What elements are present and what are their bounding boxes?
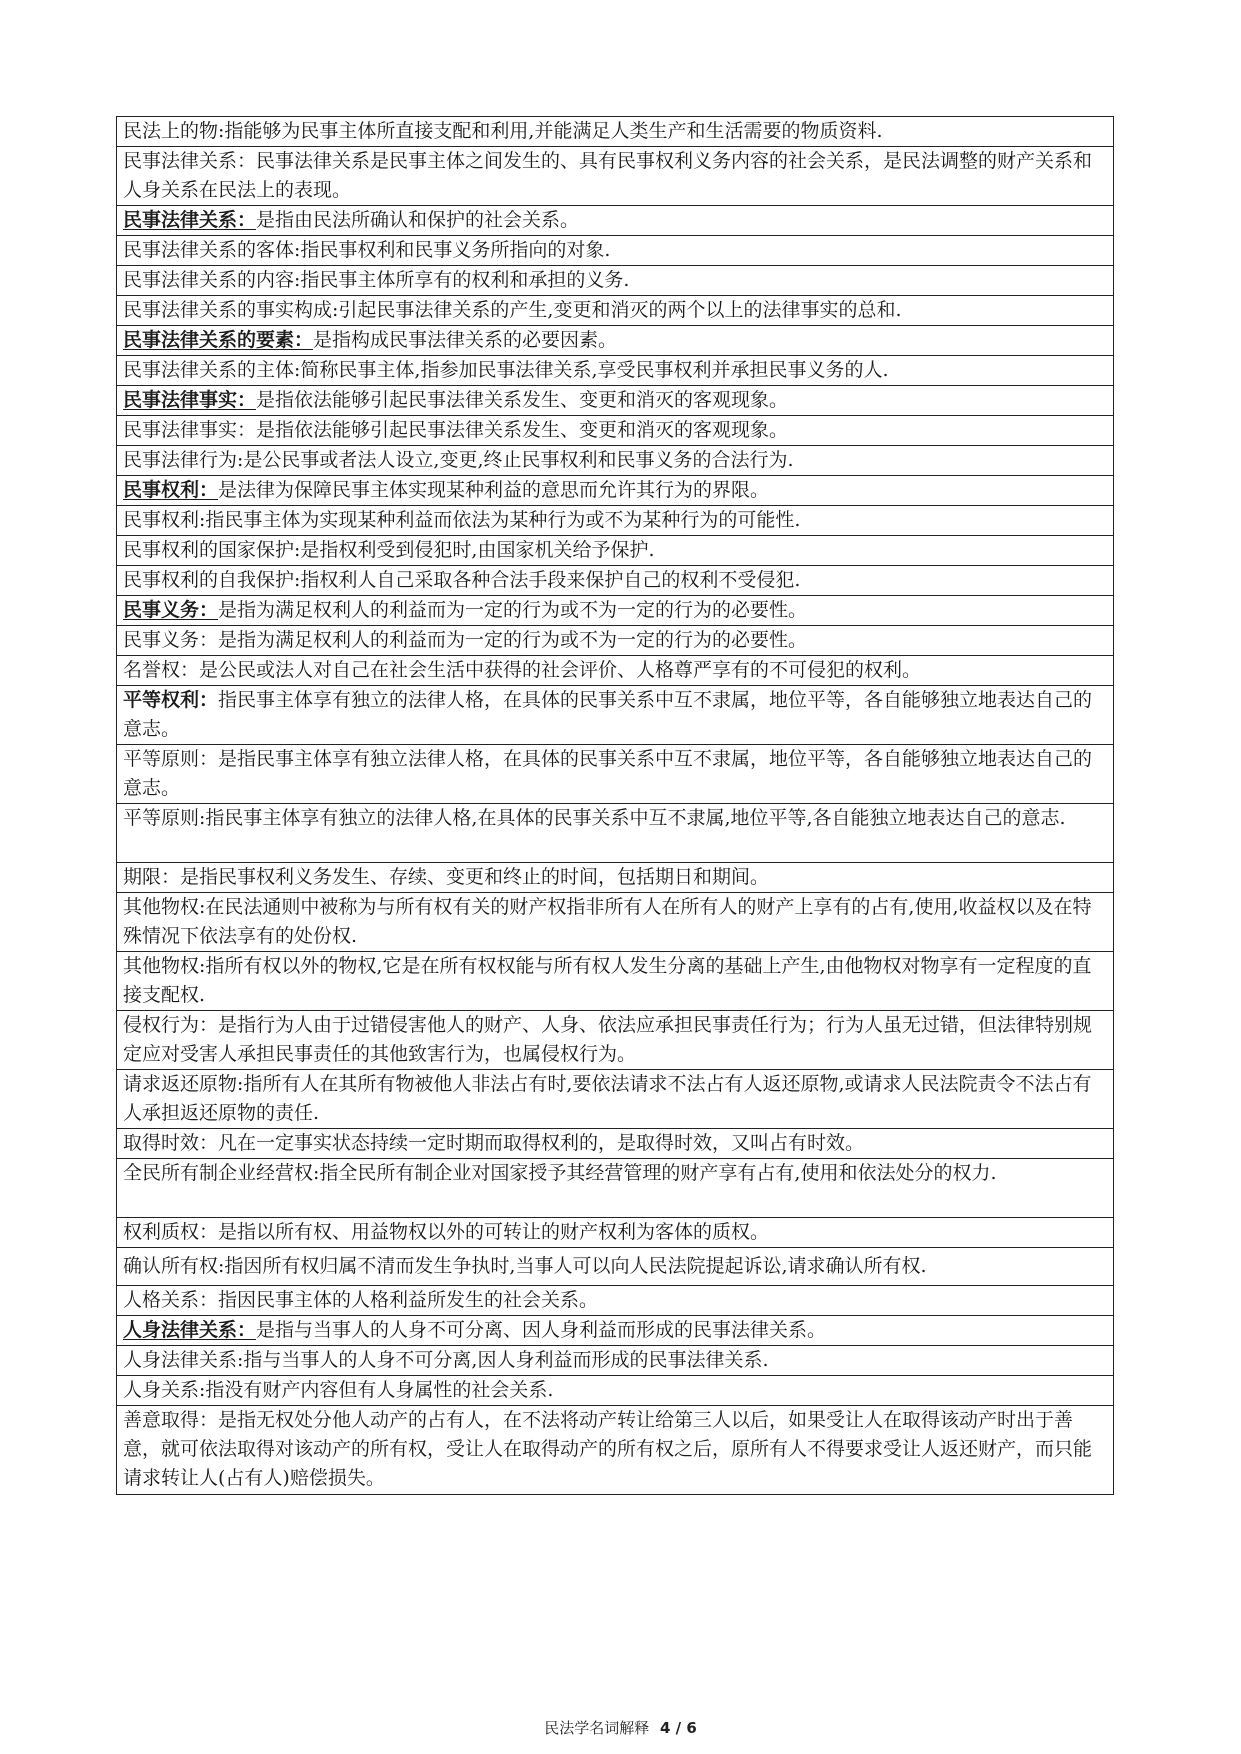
definition-cell [117,893,1114,952]
definition-text: 民法上的物:指能够为民事主体所直接支配和利用,并能满足人类生产和生活需要的物质资料. [123,120,883,142]
definition-text: 侵权行为：是指行为人由于过错侵害他人的财产、人身、依法应承担民事责任行为；行为人虽无过错，但法律特别规定应对受害人承担民事责任的其他致害行为，也属侵权行为。 [123,1014,1093,1065]
definition-text: 民事法律事实：是指依法能够引起民事法律关系发生、变更和消灭的客观现象。 [123,419,789,441]
definition-text: 全民所有制企业经营权:指全民所有制企业对国家授予其经营管理的财产享有占有,使用和依法处分的权力. [123,1162,997,1184]
definitions-table [116,116,1114,1495]
definition-row [117,596,1114,626]
definition-cell [117,804,1114,863]
definition-row [117,804,1114,863]
definition-text: 民事权利:指民事主体为实现某种利益而依法为某种行为或不为某种行为的可能性. [123,509,801,531]
definition-cell [117,1159,1114,1218]
definition-row [117,1316,1114,1346]
footer-title: 民法学名词解释 [544,1719,650,1737]
definition-row [117,386,1114,416]
definition-row [117,656,1114,686]
definition-text: 是指构成民事法律关系的必要因素。 [313,329,618,351]
definition-text: 平等原则：是指民事主体享有独立法律人格，在具体的民事关系中互不隶属，地位平等，各自能够独立地表达自己的意志。 [123,748,1093,799]
definition-row [117,536,1114,566]
definition-cell [117,686,1114,745]
definition-text: 指民事主体享有独立的法律人格，在具体的民事关系中互不隶属，地位平等，各自能够独立地表达自己的意志。 [123,689,1093,740]
definition-text: 是指依法能够引起民事法律关系发生、变更和消灭的客观现象。 [256,389,789,411]
definition-cell [117,863,1114,893]
definition-row [117,416,1114,446]
definition-cell [117,1248,1114,1286]
definition-row [117,506,1114,536]
definition-text: 民事权利的国家保护:是指权利受到侵犯时,由国家机关给予保护. [123,539,655,561]
definition-text: 请求返还原物:指所有人在其所有物被他人非法占有时,要依法请求不法占有人返还原物,或请求人民法院责令不法占有人承担返还原物的责任. [123,1073,1092,1124]
definition-row [117,745,1114,804]
page-footer [0,1717,1241,1738]
definition-cell [117,566,1114,596]
page-number: 4 / 6 [660,1719,697,1737]
definition-cell [117,1070,1114,1129]
definition-cell [117,147,1114,206]
definition-row [117,1218,1114,1248]
definition-term: 民事法律关系： [123,209,257,231]
definition-text: 是指为满足权利人的利益而为一定的行为或不为一定的行为的必要性。 [218,599,808,621]
definition-text: 民事法律关系：民事法律关系是民事主体之间发生的、具有民事权利义务内容的社会关系，是民法调整的财产关系和人身关系在民法上的表现。 [123,150,1093,201]
definition-cell [117,1316,1114,1346]
definition-row [117,1159,1114,1218]
definition-cell [117,626,1114,656]
definition-row [117,206,1114,236]
definition-cell [117,1286,1114,1316]
definition-cell [117,745,1114,804]
definition-text: 善意取得：是指无权处分他人动产的占有人，在不法将动产转让给第三人以后，如果受让人在取得该动产时出于善意，就可依法取得对该动产的所有权，受让人在取得动产的所有权之后，原所有人不得要求受让人返还财产，而只能请求转让人(占有人)赔偿损失。 [123,1409,1093,1489]
definition-cell [117,1218,1114,1248]
definition-term: 民事法律关系的要素： [123,329,314,351]
definition-row [117,863,1114,893]
definition-row [117,476,1114,506]
definition-text: 名誉权：是公民或法人对自己在社会生活中获得的社会评价、人格尊严享有的不可侵犯的权利。 [123,659,922,681]
definition-cell [117,1129,1114,1159]
definition-row [117,686,1114,745]
definition-row [117,296,1114,326]
definition-cell [117,536,1114,566]
definition-text: 民事义务：是指为满足权利人的利益而为一定的行为或不为一定的行为的必要性。 [123,629,808,651]
definition-cell [117,1376,1114,1406]
definition-term: 民事义务： [123,599,219,621]
definition-term: 平等权利： [123,689,219,711]
definition-cell [117,656,1114,686]
definition-cell [117,266,1114,296]
definition-text: 民事法律关系的客体:指民事权利和民事义务所指向的对象. [123,239,611,261]
definition-row [117,1129,1114,1159]
definition-text: 人身关系:指没有财产内容但有人身属性的社会关系. [123,1379,554,1401]
definition-row [117,266,1114,296]
definition-row [117,147,1114,206]
definition-cell [117,446,1114,476]
definition-cell [117,476,1114,506]
definition-row [117,326,1114,356]
definition-text: 确认所有权:指因所有权归属不清而发生争执时,当事人可以向人民法院提起诉讼,请求确认所有权. [123,1255,927,1277]
definition-text: 民事法律行为:是公民事或者法人设立,变更,终止民事权利和民事义务的合法行为. [123,449,794,471]
definition-cell [117,296,1114,326]
definition-row [117,893,1114,952]
definition-row [117,1011,1114,1070]
definition-text: 民事法律关系的事实构成:引起民事法律关系的产生,变更和消灭的两个以上的法律事实的总和. [123,299,902,321]
definition-cell [117,1346,1114,1376]
definition-text: 取得时效：凡在一定事实状态持续一定时期而取得权利的，是取得时效，又叫占有时效。 [123,1132,865,1154]
definition-term: 民事法律事实： [123,389,257,411]
definition-text: 是指由民法所确认和保护的社会关系。 [256,209,580,231]
definition-term: 人身法律关系： [123,1319,257,1341]
definition-text: 期限：是指民事权利义务发生、存续、变更和终止的时间，包括期日和期间。 [123,866,770,888]
definition-text: 是法律为保障民事主体实现某种利益的意思而允许其行为的界限。 [218,479,770,501]
definition-row [117,356,1114,386]
definition-cell [117,386,1114,416]
definition-text: 是指与当事人的人身不可分离、因人身利益而形成的民事法律关系。 [256,1319,827,1341]
definition-row [117,1070,1114,1129]
definition-text: 民事法律关系的主体:简称民事主体,指参加民事法律关系,享受民事权利并承担民事义务的人. [123,359,889,381]
definition-row [117,1248,1114,1286]
definition-text: 民事法律关系的内容:指民事主体所享有的权利和承担的义务. [123,269,630,291]
definition-text: 其他物权:在民法通则中被称为与所有权有关的财产权指非所有人在所有人的财产上享有的占有,使用,收益权以及在特殊情况下依法享有的处份权. [123,896,1092,947]
definition-term: 民事权利： [123,479,219,501]
definition-cell [117,356,1114,386]
definition-cell [117,117,1114,147]
definition-text: 人格关系：指因民事主体的人格利益所发生的社会关系。 [123,1289,599,1311]
definition-row [117,1346,1114,1376]
definition-cell [117,1011,1114,1070]
definition-row [117,626,1114,656]
definition-text: 平等原则:指民事主体享有独立的法律人格,在具体的民事关系中互不隶属,地位平等,各自能独立地表达自己的意志. [123,807,1066,829]
definition-row [117,446,1114,476]
definition-cell [117,506,1114,536]
definition-text: 民事权利的自我保护:指权利人自己采取各种合法手段来保护自己的权利不受侵犯. [123,569,801,591]
definition-text: 权利质权：是指以所有权、用益物权以外的可转让的财产权利为客体的质权。 [123,1221,770,1243]
definition-row [117,952,1114,1011]
definition-row [117,566,1114,596]
definition-cell [117,206,1114,236]
definition-cell [117,1406,1114,1495]
definition-row [117,1376,1114,1406]
definition-text: 其他物权:指所有权以外的物权,它是在所有权权能与所有权人发生分离的基础上产生,由他物权对物享有一定程度的直接支配权. [123,955,1092,1006]
definition-row [117,117,1114,147]
definition-cell [117,326,1114,356]
definition-row [117,1286,1114,1316]
definition-row [117,1406,1114,1495]
definition-row [117,236,1114,266]
definition-cell [117,952,1114,1011]
definition-cell [117,416,1114,446]
definition-cell [117,596,1114,626]
definition-text: 人身法律关系:指与当事人的人身不可分离,因人身利益而形成的民事法律关系. [123,1349,769,1371]
definition-cell [117,236,1114,266]
